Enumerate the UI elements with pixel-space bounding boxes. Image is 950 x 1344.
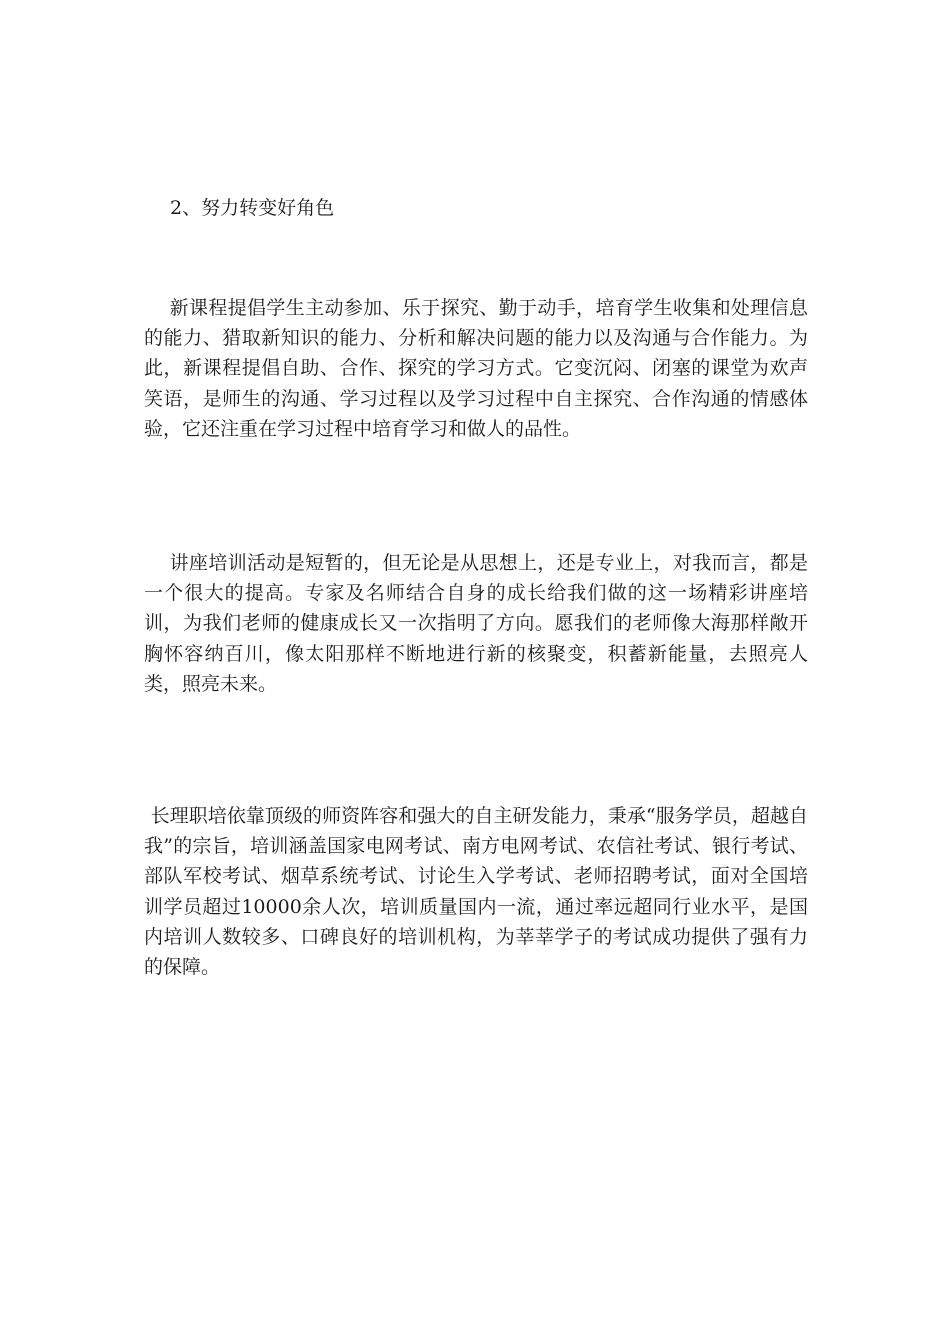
paragraph-training-institution: 长理职培依靠顶级的师资阵容和强大的自主研发能力，秉承“服务学员，超越自我”的宗旨，培训涵盖国家电网考试、南方电网考试、农信社考试、银行考试、部队军校考试、烟草系统考试、讨论生入学考试、老师招聘考试，面对全国培训学员超过10000余人次，培训质量国内一流，通过率远超同行业水平，是国内培训人数较多、口碑良好的培训机构，为莘莘学子的考试成功提供了强有力的保障。 bbox=[144, 805, 808, 979]
paragraph-lecture-training: 讲座培训活动是短暂的，但无论是从思想上，还是专业上，对我而言，都是一个很大的提高。专家及名师结合自身的成长给我们做的这一场精彩讲座培训，为我们老师的健康成长又一次指明了方向。愿我们的老师像大海那样敞开胸怀容纳百川，像太阳那样不断地进行新的核聚变，积蓄新能量，去照亮人类，照亮未来。 bbox=[144, 552, 808, 695]
section-heading: 2、努力转变好角色 bbox=[170, 197, 335, 219]
paragraph-new-curriculum: 新课程提倡学生主动参加、乐于探究、勤于动手，培育学生收集和处理信息的能力、猎取新知识的能力、分析和解决问题的能力以及沟通与合作能力。为此，新课程提倡自助、合作、探究的学习方式。它变沉闷、闭塞的课堂为欢声笑语，是师生的沟通、学习过程以及学习过程中自主探究、合作沟通的情感体验，它还注重在学习过程中培育学习和做人的品性。 bbox=[144, 297, 808, 440]
